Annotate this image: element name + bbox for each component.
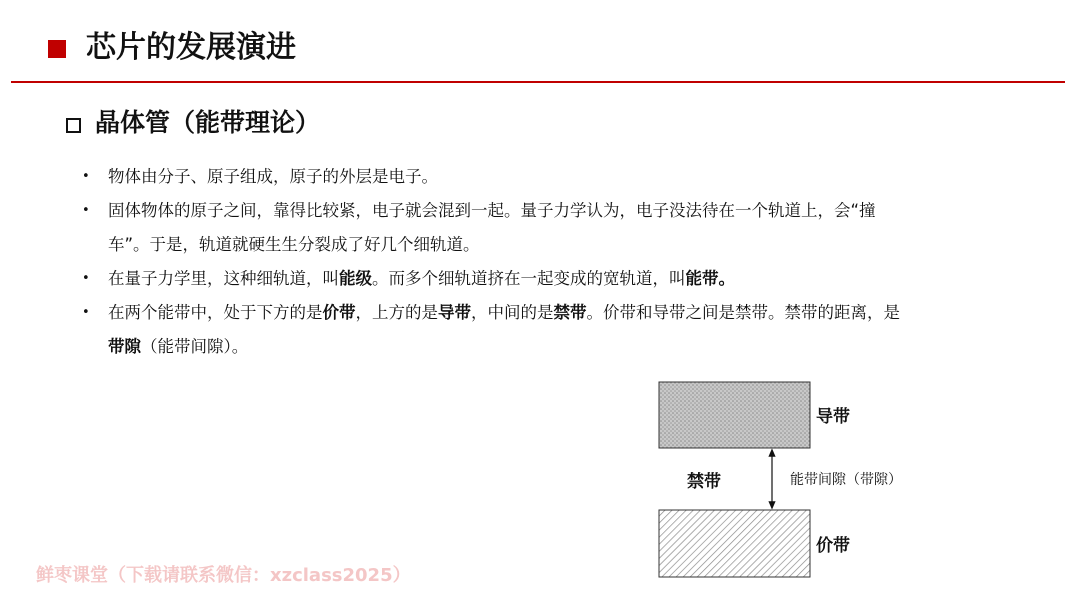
term-forbidden-band: 禁带: [553, 303, 587, 322]
bullet-text: （能带间隙）。: [141, 337, 249, 356]
page-title: 芯片的发展演进: [86, 30, 296, 65]
conduction-band-label: 导带: [816, 407, 850, 426]
section-subtitle: 晶体管（能带理论）: [95, 108, 321, 137]
bullet-dot-icon: •: [82, 271, 90, 286]
bullet-text: 物体由分子、原子组成，原子的外层是电子。: [108, 167, 438, 186]
bullet-item: [80, 194, 1000, 262]
bullet-item: [80, 160, 1000, 194]
band-diagram-svg: [640, 372, 970, 584]
conduction-band-box: [659, 382, 810, 448]
bullet-item: [80, 296, 1000, 364]
bullet-text: 固体物体的原子之间，靠得比较紧，电子就会混到一起。量子力学认为，电子没法待在一个轨道上，会“撞: [108, 201, 876, 220]
watermark-text: 鲜枣课堂（下载请联系微信：xzclass2025）: [36, 565, 411, 586]
bullet-dot-icon: •: [82, 169, 90, 184]
title-marker: [48, 40, 66, 58]
bullet-text: 。而多个细轨道挤在一起变成的宽轨道，叫: [372, 269, 686, 288]
subtitle-square-icon: [66, 118, 81, 133]
band-diagram: [640, 372, 970, 584]
forbidden-band-label: 禁带: [687, 472, 721, 491]
term-band-gap: 带隙: [108, 337, 141, 356]
bullet-text: ，上方的是: [355, 303, 438, 322]
term-energy-band: 能带: [685, 269, 719, 288]
bullet-list: [80, 160, 1000, 364]
band-gap-label: 能带间隙（带隙）: [790, 471, 902, 487]
valence-band-label: 价带: [816, 536, 850, 555]
bullet-text: 在两个能带中，处于下方的是: [108, 303, 323, 322]
bullet-text: 。: [718, 269, 735, 288]
valence-band-box: [659, 510, 810, 577]
bullet-text: 在量子力学里，这种细轨道，叫: [108, 269, 339, 288]
term-energy-level: 能级: [339, 269, 372, 288]
term-valence-band: 价带: [322, 303, 356, 322]
bullet-dot-icon: •: [82, 203, 90, 218]
bullet-text: 。价带和导带之间是禁带。禁带的距离，是: [586, 303, 900, 322]
title-divider: [11, 81, 1065, 83]
term-conduction-band: 导带: [438, 303, 471, 322]
bullet-text-continued: 车”。于是，轨道就硬生生分裂成了好几个细轨道。: [108, 235, 480, 254]
bullet-dot-icon: •: [82, 305, 90, 320]
bullet-item: [80, 262, 1000, 296]
bullet-text: ，中间的是: [471, 303, 554, 322]
